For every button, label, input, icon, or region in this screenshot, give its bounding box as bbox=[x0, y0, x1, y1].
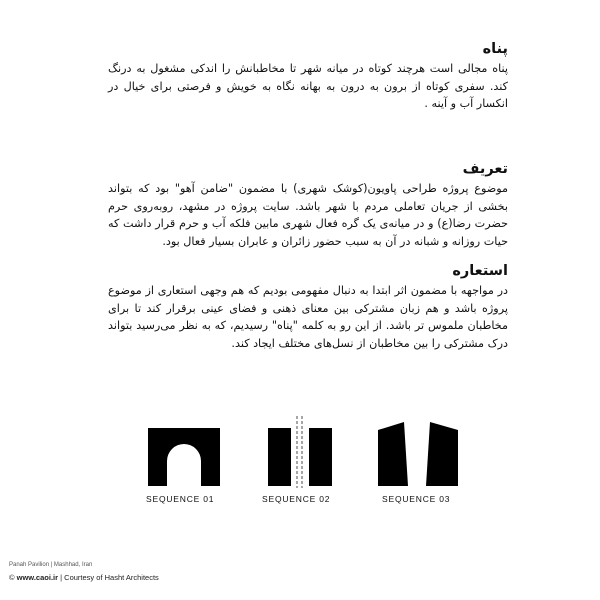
courtesy-text: Courtesy of Hasht Architects bbox=[64, 573, 159, 582]
copyright-symbol: © bbox=[9, 573, 15, 582]
arch-icon bbox=[148, 428, 220, 486]
section-heading: تعریف bbox=[462, 161, 508, 177]
tilted-blocks-icon bbox=[376, 422, 460, 490]
sequence-label: SEQUENCE 01 bbox=[146, 494, 215, 504]
section-paragraph: پناه مجالی است هرچند کوتاه در میانه شهر تا مخاطبانش را اندکی مشغول به درنگ کند. سفری کوتاه از برون به درون به بهانه نگاه به خویش و فرصتی برای خیال در انکسار آب و آینه . bbox=[108, 62, 508, 111]
section-heading: پناه bbox=[482, 41, 508, 57]
sequence-label: SEQUENCE 02 bbox=[262, 494, 331, 504]
section-panah bbox=[108, 40, 508, 113]
section-paragraph: در مواجهه با مضمون اثر ابتدا به دنبال مفهومی بودیم که هم وجهی استعاری از موضوع پروژه باشد و هم زبان مشترکی بین معنای ذهنی و فضای عینی برقرار کند تا برای مخاطبان ملموس تر باشد. از این رو به کلمه "پناه" رسیدیم، که به نظر می‌رسید بتواند درک مشترکی را بین مخاطبان از نسل‌های مختلف ایجاد کند. bbox=[108, 284, 508, 350]
section-heading: استعاره bbox=[452, 263, 508, 279]
credit-line bbox=[9, 573, 159, 582]
split-blocks-icon bbox=[261, 416, 337, 488]
sequence-label: SEQUENCE 03 bbox=[382, 494, 451, 504]
section-paragraph: موضوع پروژه طراحی پاویون(کوشک شهری) با مضمون "ضامن آهو" بود که بتواند بخشی از جریان تعاملی مردم با شهر باشد. سایت پروژه در مشهد، روبه‌روی حرم حضرت رضا(ع) و در میانه‌ی یک گره فعال شهری مابین فلکه آب و حرم قرار داشت که حیات روزانه و شبانه در آن به سبب حضور زائران و عابران بسیار فعال بود. bbox=[108, 182, 508, 248]
section-metaphor bbox=[108, 262, 508, 352]
separator: | bbox=[60, 573, 63, 582]
site-link[interactable]: www.caoi.ir bbox=[16, 573, 59, 582]
section-definition bbox=[108, 160, 508, 250]
image-caption: Panah Pavilion | Mashhad, Iran bbox=[9, 562, 93, 568]
